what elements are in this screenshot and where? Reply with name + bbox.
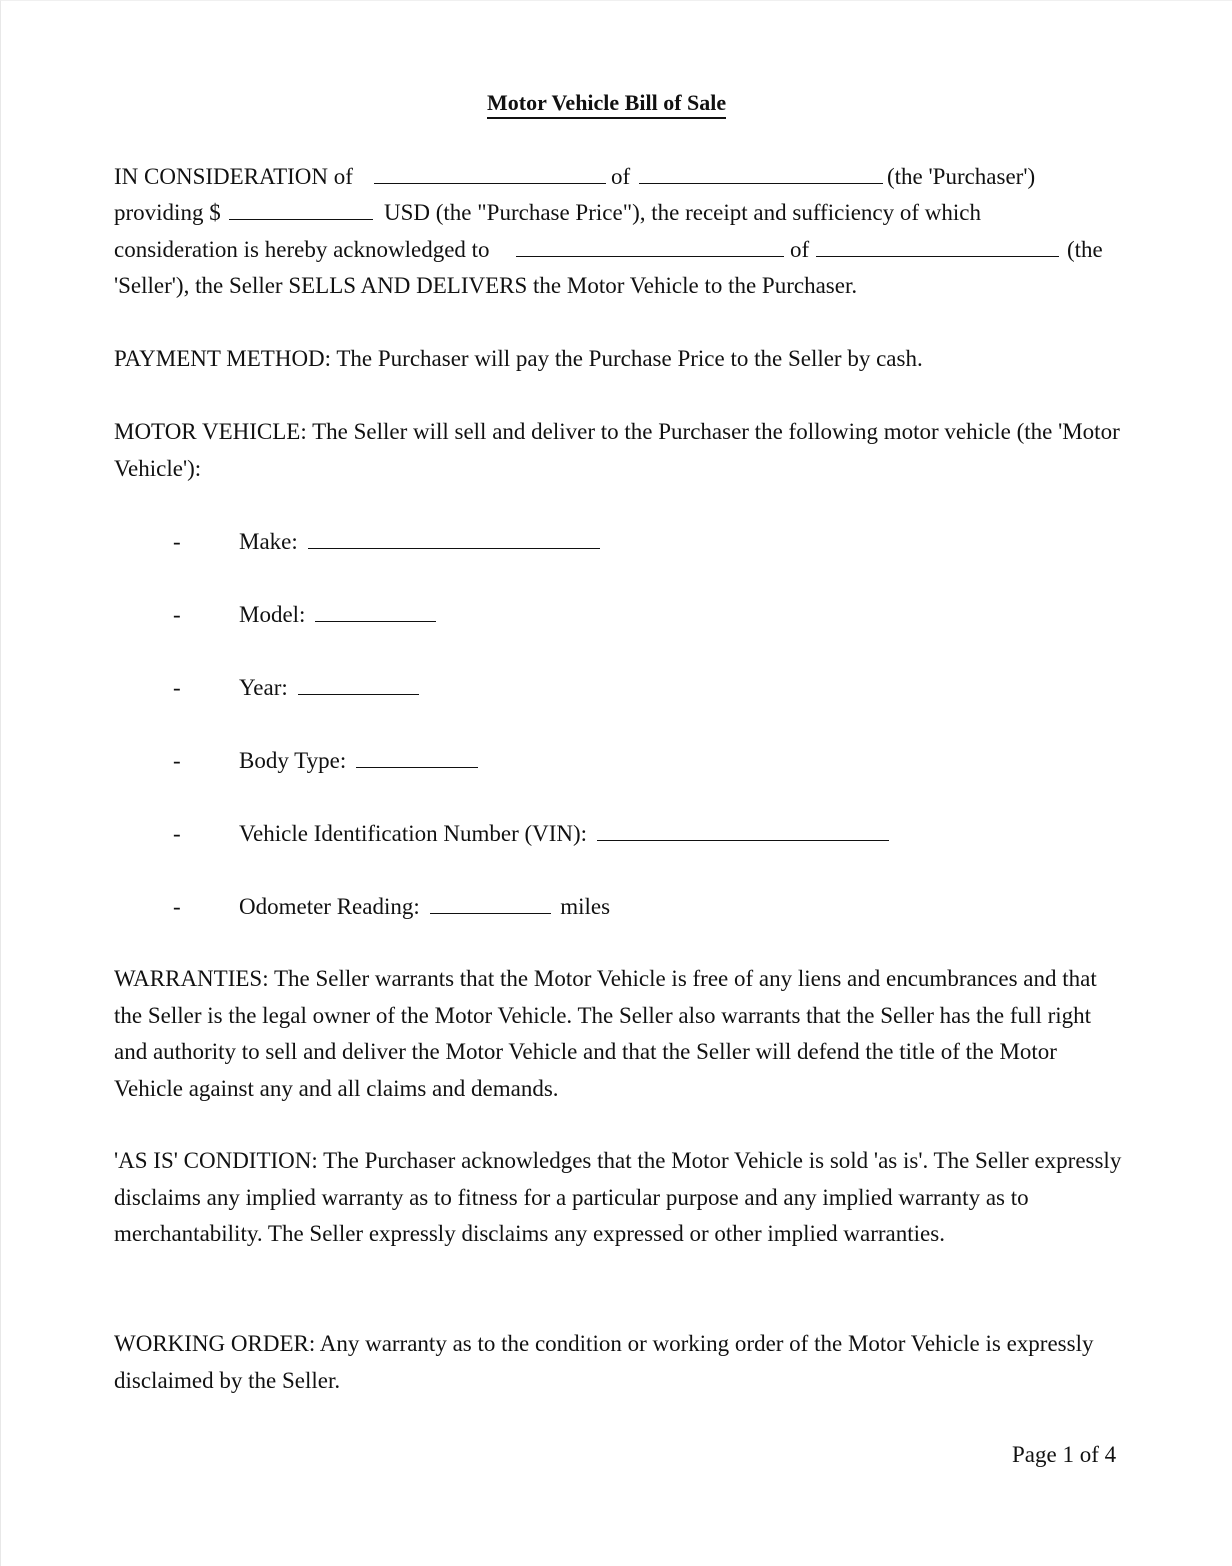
body-type-label: Body Type: (239, 748, 347, 773)
consideration-line-1-of: of (611, 164, 631, 189)
year-field (239, 674, 419, 702)
purchaser-name-blank[interactable] (374, 163, 606, 191)
seller-name-blank[interactable] (516, 236, 784, 264)
page-number: Page 1 of 4 (1012, 1442, 1117, 1467)
purchaser-address-blank[interactable] (639, 163, 883, 191)
bullet-dash: - (173, 748, 181, 773)
vin-blank[interactable] (597, 820, 889, 841)
seller-address-blank[interactable] (816, 236, 1059, 264)
purchase-price-blank[interactable] (229, 199, 373, 227)
make-label: Make: (239, 529, 298, 554)
consideration-line-2-text: USD (the "Purchase Price"), the receipt and sufficiency of which (384, 200, 981, 225)
bullet-dash: - (173, 602, 181, 627)
vin-field (239, 820, 889, 848)
body-type-field (239, 747, 478, 775)
odometer-unit: miles (560, 894, 611, 919)
vin-label: Vehicle Identification Number (VIN): (239, 821, 588, 846)
model-label: Model: (239, 602, 306, 627)
warranties-clause: WARRANTIES: The Seller warrants that the Motor Vehicle is free of any liens and encumbrances and that the Seller is the legal owner of the Motor Vehicle. The Seller also warrants that the Seller has the full right and authority to sell and deliver the Motor Vehicle and that the Seller will defend the title of the Motor Vehicle against any and all claims and demands. (114, 966, 1097, 1101)
year-blank[interactable] (298, 674, 419, 695)
document-title: Motor Vehicle Bill of Sale (487, 90, 726, 119)
bullet-dash: - (173, 529, 181, 554)
make-field (239, 528, 600, 556)
body-type-blank[interactable] (356, 747, 478, 768)
motor-vehicle-clause: MOTOR VEHICLE: The Seller will sell and deliver to the Purchaser the following motor vehicle (the 'Motor Vehicle'): (114, 419, 1120, 481)
consideration-line-3-of: of (790, 237, 810, 262)
consideration-line-1-label: IN CONSIDERATION of (114, 164, 353, 189)
odometer-field (239, 893, 610, 921)
consideration-line-3-end: (the (1067, 237, 1103, 262)
as-is-clause: 'AS IS' CONDITION: The Purchaser acknowledges that the Motor Vehicle is sold 'as is'. The Seller expressly disclaims any implied warranty as to fitness for a particular purpose and any implied warranty as to merchantability. The Seller expressly disclaims any expressed or other implied warranties. (114, 1148, 1122, 1246)
bullet-dash: - (173, 821, 181, 846)
consideration-line-4: 'Seller'), the Seller SELLS AND DELIVERS the Motor Vehicle to the Purchaser. (114, 273, 858, 298)
model-field (239, 601, 436, 629)
bullet-dash: - (173, 894, 181, 919)
year-label: Year: (239, 675, 288, 700)
consideration-line-1-end: (the 'Purchaser') (887, 164, 1036, 189)
make-blank[interactable] (308, 528, 600, 549)
odometer-label: Odometer Reading: (239, 894, 420, 919)
consideration-line-3-label: consideration is hereby acknowledged to (114, 237, 490, 262)
working-order-clause: WORKING ORDER: Any warranty as to the condition or working order of the Motor Vehicle is expressly disclaimed by the Seller. (114, 1331, 1094, 1393)
consideration-line-2-label: providing $ (114, 200, 221, 225)
model-blank[interactable] (315, 601, 436, 622)
odometer-blank[interactable] (430, 893, 551, 914)
payment-method-clause: PAYMENT METHOD: The Purchaser will pay the Purchase Price to the Seller by cash. (114, 346, 923, 371)
bullet-dash: - (173, 675, 181, 700)
